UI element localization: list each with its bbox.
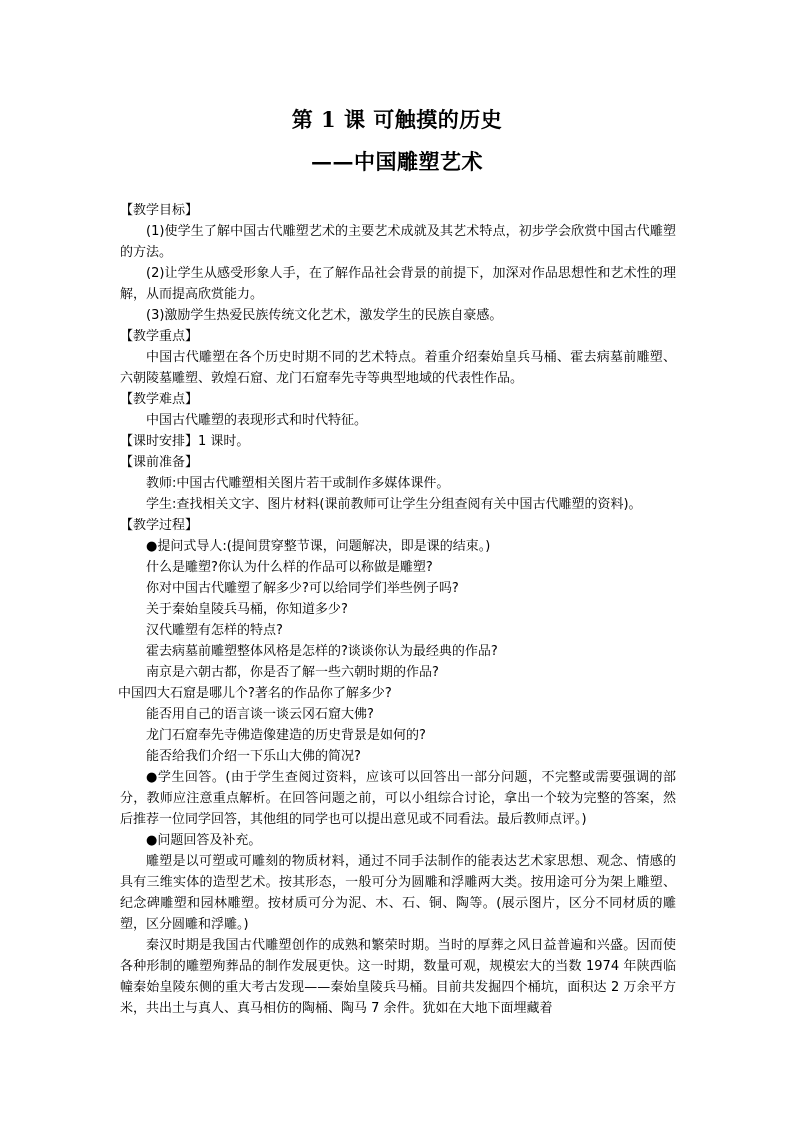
supplement-bullet: ●问题回答及补充。	[146, 833, 262, 848]
question-item: 能否给我们介绍一下乐山大佛的简况?	[146, 749, 361, 764]
question-item-flush: 中国四大石窟是哪儿个?著名的作品你了解多少?	[118, 686, 392, 701]
question-item: 关于秦始皇陵兵马桶，你知道多少?	[146, 602, 348, 617]
prep-student: 学生:查找相关文字、图片材料(课前教师可让学生分组查阅有关中国古代雕塑的资料)。	[146, 497, 642, 512]
question-item: 龙门石窟奉先寺佛造像建造的历史背景是如何的?	[146, 728, 426, 743]
sculpture-definition: 雕塑是以可塑或可雕刻的物质材料，通过不同手法制作的能表达艺术家思想、观念、情感的具有三维实体的造型艺术。按其形态，一般可分为圆雕和浮雕两大类。按用途可分为架上雕塑、纪念碑雕塑和园林雕塑。按材质可分为泥、木、石、铜、陶等。(展示图片，区分不同材质的雕塑，区分圆雕和浮雕。)	[120, 854, 676, 932]
lesson-subtitle: ——中国雕塑艺术	[311, 149, 483, 174]
prep-teacher: 教师:中国古代雕塑相关图片若干或制作多媒体课件。	[146, 476, 450, 491]
section-heading-key: 【教学重点】	[120, 329, 199, 344]
intro-bullet: ●提问式导人:(提间贯穿整节课，问题解决，即是课的结束。)	[146, 539, 491, 554]
question-item: 能否用自己的语言谈一谈云冈石窟大佛?	[146, 707, 374, 722]
key-text: 中国古代雕塑在各个历史时期不同的艺术特点。着重介绍秦始皇兵马桶、霍去病墓前雕塑、六朝陵墓雕塑、敦煌石窟、龙门石窟奉先寺等典型地域的代表性作品。	[120, 350, 676, 386]
goal-item: (3)激励学生热爱民族传统文化艺术，激发学生的民族自豪感。	[146, 308, 503, 323]
goal-item: (1)使学生了解中国古代雕塑艺术的主要艺术成就及其艺术特点，初步学会欣赏中国古代雕塑的方法。	[120, 224, 676, 260]
question-item: 南京是六朝古都，你是否了解一些六朝时期的作品?	[146, 665, 439, 680]
section-heading-difficulty: 【教学难点】	[120, 392, 199, 407]
document-body	[120, 200, 676, 1019]
question-item: 什么是雕塑?你认为什么样的作品可以称做是雕塑?	[146, 560, 433, 575]
lesson-title: 第 1 课 可触摸的历史	[291, 107, 503, 132]
difficulty-text: 中国古代雕塑的表现形式和时代特征。	[146, 413, 368, 428]
question-item: 汉代雕塑有怎样的特点?	[146, 623, 283, 638]
schedule-line: 【课时安排】1 课时。	[120, 434, 250, 449]
question-item: 你对中国古代雕塑了解多少?可以给同学们举些例子吗?	[146, 581, 459, 596]
section-heading-goals: 【教学目标】	[120, 203, 199, 218]
question-item: 霍去病墓前雕塑整体风格是怎样的?谈谈你认为最经典的作品?	[146, 644, 498, 659]
goal-item: (2)让学生从感受形象人手，在了解作品社会背景的前提下，加深对作品思想性和艺术性的理解，从而提高欣赏能力。	[120, 266, 676, 302]
answer-bullet: ●学生回答。(由于学生查阅过资料，应该可以回答出一部分问题，不完整或需要强调的部分，教师应注意重点解析。在回答问题之前，可以小组综合讨论，拿出一个较为完整的答案，然后推荐一位同学回答，其他组的同学也可以提出意见或不同看法。最后教师点评。)	[120, 770, 676, 827]
section-heading-prep: 【课前准备】	[120, 455, 199, 470]
qinhan-paragraph: 秦汉时期是我国古代雕塑创作的成熟和繁荣时期。当时的厚葬之风日益普遍和兴盛。因而使各种形制的雕塑殉葬品的制作发展更快。这一时期，数量可观，规模宏大的当数 1974 年陕西临幢秦始皇陵东侧的重大考古发现——秦始皇陵兵马桶。目前共发掘四个桶坑，面积达 2 万余平方米，共出土与真人、真马相仿的陶桶、陶马 7 余件。犹如在大地下面埋藏着	[120, 938, 676, 1016]
section-heading-process: 【教学过程】	[120, 518, 199, 533]
